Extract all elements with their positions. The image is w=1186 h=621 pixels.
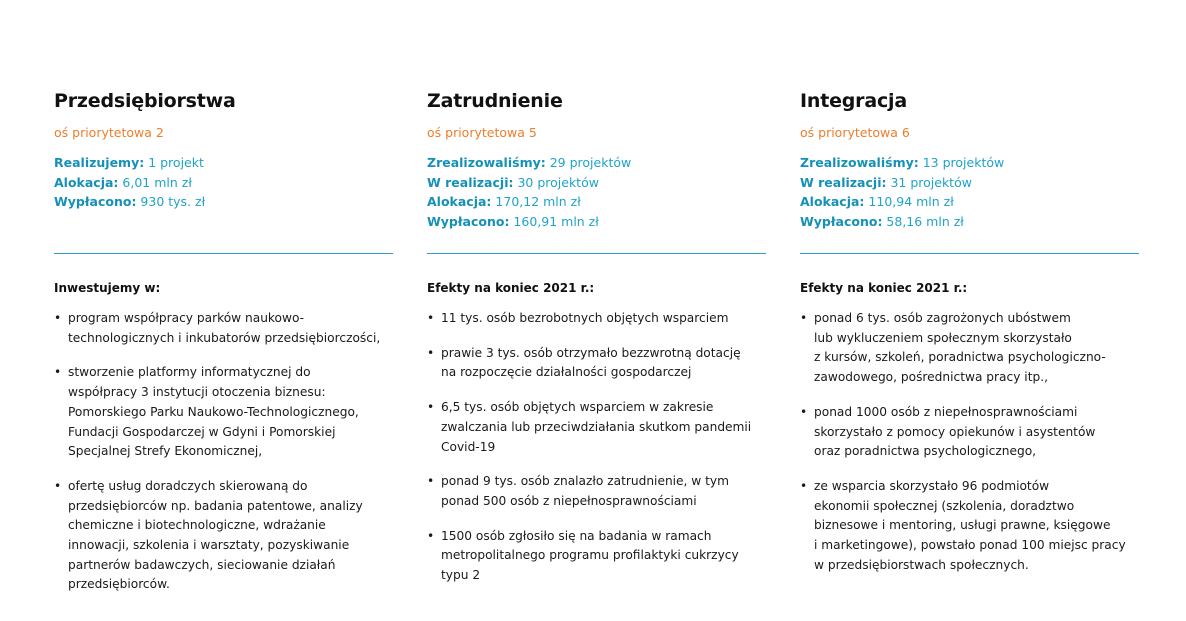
stat-label: W realizacji: [800,174,887,190]
stat-line [54,173,394,193]
stat-value: 58,16 mln zł [882,213,964,229]
column-title: Przedsiębiorstwa [54,90,236,112]
list-item [800,477,1145,576]
list-item [800,403,1145,462]
column-zatrudnienie [427,88,767,231]
priority-axis-label: oś priorytetowa 5 [427,125,537,140]
section-divider [800,253,1139,254]
stat-value: 31 projektów [886,174,972,190]
investments-section [54,280,399,610]
stat-line [427,212,767,232]
stat-label: Alokacja: [54,174,119,190]
list-item-text: ponad 6 tys. osób zagrożonych ubóstwem lub wykluczeniem społecznym skorzystało z kursów, szkoleń, poradnictwa psychologiczno- zawodowego, pośrednictwa pracy itp., [814,311,1106,385]
section-divider [427,253,766,254]
effects-section-integration [800,280,1145,590]
list-item-text: program współpracy parków naukowo- technologicznych i inkubatorów przedsiębiorczości, [68,311,381,345]
stat-line [427,192,767,212]
section-heading: Efekty na koniec 2021 r.: [427,281,595,295]
stat-label: Wypłacono: [427,213,510,229]
stat-label: Zrealizowaliśmy: [800,155,919,170]
list-item [427,398,772,457]
stats-block [427,153,767,231]
stats-block [54,153,394,212]
stat-value: 170,12 mln zł [491,194,581,209]
stat-value: 930 tys. zł [136,194,206,209]
column-przedsiebiorstwa [54,88,394,212]
stat-line [54,153,394,173]
stat-label: Alokacja: [427,194,492,209]
stat-value: 6,01 mln zł [118,174,192,190]
stat-label: Wypłacono: [54,194,137,209]
stat-line [800,212,1140,232]
stat-value: 29 projektów [545,155,632,170]
list-item [427,472,772,511]
list-item-text: ze wsparcia skorzystało 96 podmiotów ekonomii społecznej (szkolenia, doradztwo biznesowe i mentoring, usługi prawne, księgowe i marketingowe), powstało ponad 100 miejsc pracy w przedsiębiorstwach społecznych. [814,478,1126,572]
stat-label: W realizacji: [427,174,514,190]
stat-line [800,153,1140,173]
list-item-text: stworzenie platformy informatycznej do współpracy 3 instytucji otoczenia biznesu: Pomorskiego Parku Naukowo-Technologicznego, Fundacji Gospodarczej w Gdyni i Pomorskiej Specjalnej Strefy Ekonomicznej, [68,365,359,459]
section-heading: Inwestujemy w: [54,281,161,295]
priority-axis-label: oś priorytetowa 6 [800,125,910,140]
column-integracja [800,88,1140,231]
priority-axis-label: oś priorytetowa 2 [54,125,164,140]
section-divider [54,253,393,254]
stat-label: Realizujemy: [54,155,145,170]
list-item [800,309,1145,388]
stat-label: Wypłacono: [800,213,883,229]
effects-section-employment [427,280,772,601]
stats-block [800,153,1140,231]
stat-value: 13 projektów [918,155,1005,170]
list-item [427,527,772,586]
stat-line [800,192,1140,212]
stat-value: 160,91 mln zł [509,213,599,229]
stat-value: 110,94 mln zł [864,194,954,209]
bullet-list [427,309,772,586]
list-item-text: 6,5 tys. osób objętych wsparciem w zakresie zwalczania lub przeciwdziałania skutkom pandemii Covid-19 [441,400,752,454]
list-item-text: 1500 osób zgłosiło się na badania w ramach metropolitalnego programu profilaktyki cukrzycy typu 2 [441,528,739,583]
stat-value: 1 projekt [144,155,204,170]
bullet-list [800,309,1145,575]
stat-label: Alokacja: [800,194,865,209]
list-item-text: 11 tys. osób bezrobotnych objętych wsparciem [441,311,729,325]
list-item [54,477,399,595]
list-item-text: ofertę usług doradczych skierowaną do przedsiębiorców np. badania patentowe, analizy chemiczne i biotechnologiczne, wdrażanie innowacji, szkolenia i warsztaty, pozyskiwanie partnerów badawczych, sieciowanie działań przedsiębiorców. [68,478,363,592]
stat-value: 30 projektów [513,174,599,190]
list-item-text: ponad 1000 osób z niepełnosprawnościami skorzystało z pomocy opiekunów i asystentów oraz poradnictwa psychologicznego, [814,404,1096,459]
section-heading: Efekty na koniec 2021 r.: [800,281,968,295]
list-item [54,363,399,462]
stat-line [427,153,767,173]
column-title: Zatrudnienie [427,90,563,112]
stat-line [427,173,767,193]
list-item-text: prawie 3 tys. osób otrzymało bezzwrotną dotację na rozpoczęcie działalności gospodarczej [441,345,741,380]
list-item-text: ponad 9 tys. osób znalazło zatrudnienie, w tym ponad 500 osób z niepełnosprawnościami [441,474,730,508]
list-item [427,309,772,329]
stat-line [800,173,1140,193]
list-item [427,344,772,383]
column-title: Integracja [800,90,907,112]
bullet-list [54,309,399,595]
stat-label: Zrealizowaliśmy: [427,155,546,170]
stat-line [54,192,394,212]
list-item [54,309,399,348]
